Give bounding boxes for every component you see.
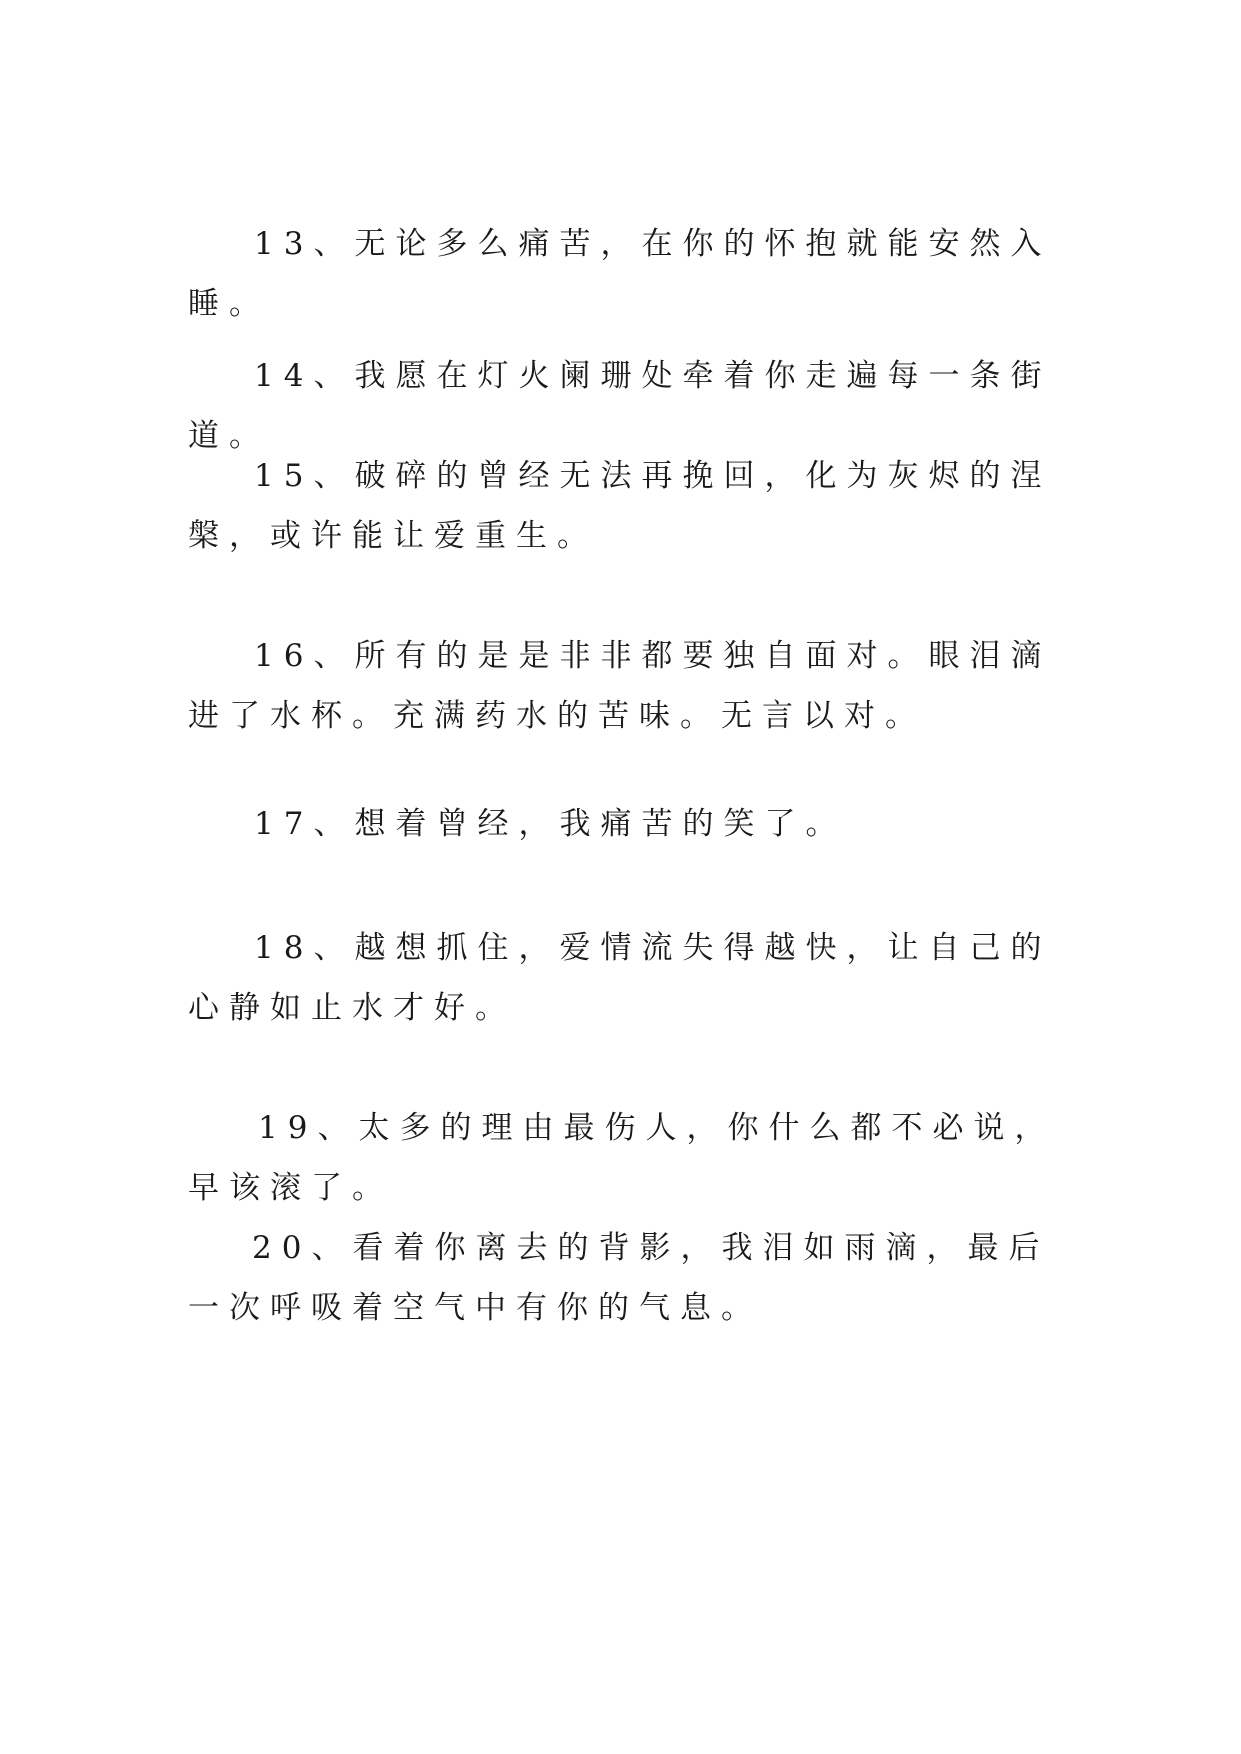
list-item: 15、破碎的曾经无法再挽回，化为灰烬的涅槃，或许能让爱重生。 xyxy=(188,458,1052,554)
list-item: 16、所有的是是非非都要独自面对。眼泪滴进了水杯。充满药水的苦味。无言以对。 xyxy=(188,638,1052,734)
list-item: 13、无论多么痛苦，在你的怀抱就能安然入睡。 xyxy=(188,226,1052,322)
list-item: 18、越想抓住，爱情流失得越快，让自己的心静如止水才好。 xyxy=(188,930,1052,1026)
list-item: 20、看着你离去的背影，我泪如雨滴，最后一次呼吸着空气中有你的气息。 xyxy=(188,1230,1050,1326)
list-item: 17、想着曾经，我痛苦的笑了。 xyxy=(254,806,847,842)
list-item: 19、太多的理由最伤人，你什么都不必说，早该滚了。 xyxy=(188,1110,1056,1206)
list-item: 14、我愿在灯火阑珊处牵着你走遍每一条街道。 xyxy=(188,358,1052,454)
